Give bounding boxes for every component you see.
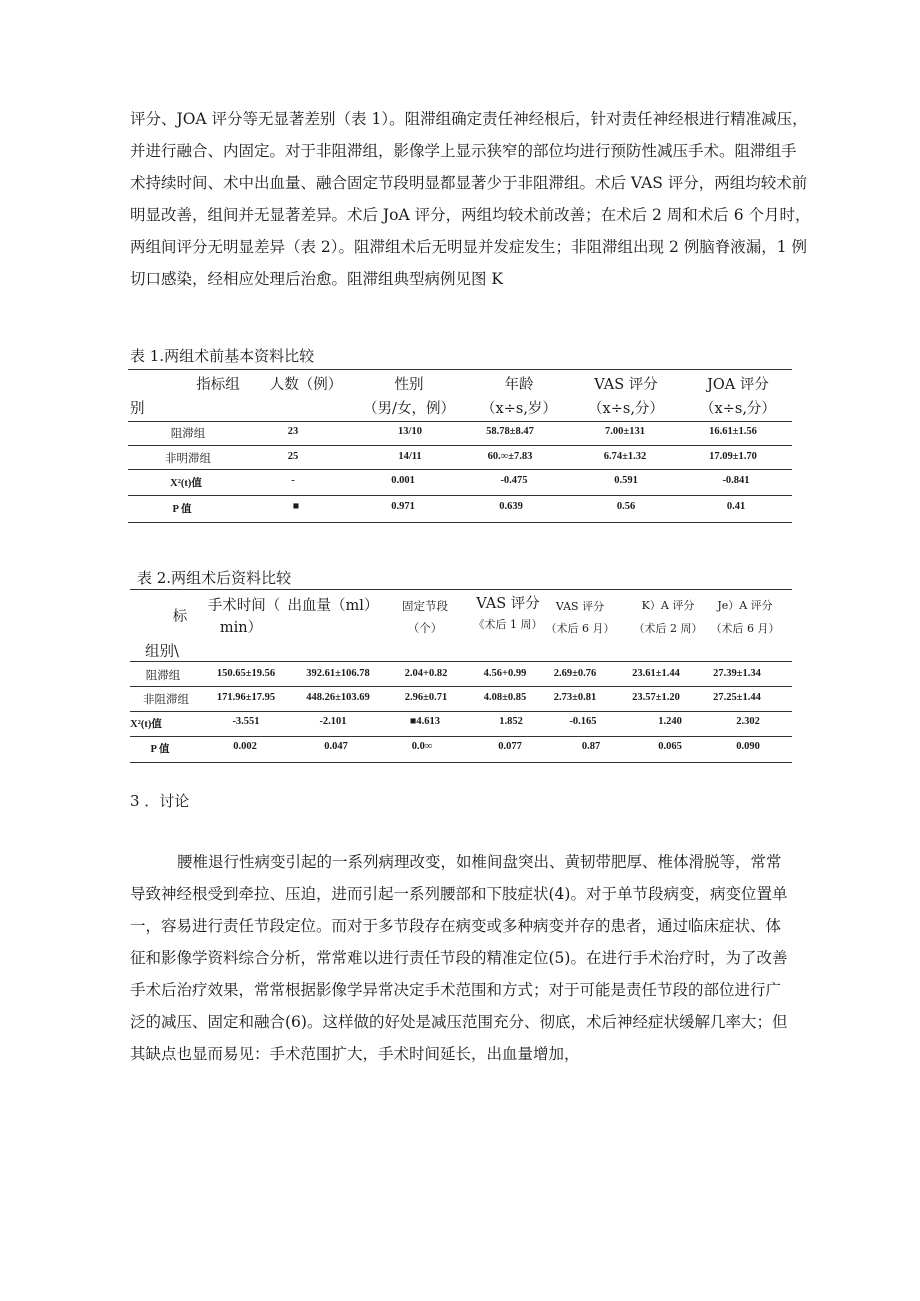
t2-row-rule (130, 736, 792, 737)
t2-header-corner: 标 (172, 609, 188, 625)
t2-cell: -0.165 (569, 716, 597, 727)
t2-row-rule (130, 711, 792, 712)
table-1-header-rule (128, 421, 792, 422)
t1-cell: -0.841 (722, 475, 750, 486)
t1-cell: 60.∞±7.83 (487, 451, 533, 462)
t2-cell: 2.96±0.71 (404, 692, 448, 703)
t1-cell: 23 (287, 426, 299, 437)
t1-header-sex: 性别 (394, 377, 424, 393)
t2-cell: 1.852 (499, 716, 523, 727)
t1-cell: 0.971 (391, 501, 415, 512)
t1-cell: 0.639 (499, 501, 523, 512)
t1-cell: 14/11 (398, 451, 422, 462)
t2-cell: 4.56+0.99 (483, 668, 527, 679)
t2-header-vas6: VAS 评分 (555, 600, 605, 613)
t2-cell: 2.302 (736, 716, 760, 727)
t1-row-label: 非明滞组 (165, 451, 211, 465)
t2-row-label: 阻滞组 (145, 668, 181, 682)
t1-cell: 7.00±131 (605, 426, 645, 437)
text-line: 导致神经根受到牵拉、压迫，进而引起一系列腰部和下肢症状(4)。对于单节段病变，病变位置单 (130, 885, 788, 903)
t1-cell: 13/10 (398, 426, 422, 437)
t2-row-label: 非阻滞组 (143, 692, 189, 706)
t2-cell: 23.57±1.20 (632, 692, 680, 703)
t1-header-age: 年龄 (504, 377, 534, 393)
t2-header-time-unit: min） (219, 620, 263, 636)
t2-cell: 27.25±1.44 (713, 692, 761, 703)
t2-cell: 150.65±19.56 (216, 668, 276, 679)
table-1-top-rule (128, 369, 792, 370)
t1-header-vas-unit: （x÷s,分） (588, 401, 664, 417)
t2-cell: 2.73±0.81 (553, 692, 597, 703)
table-2-top-rule (130, 589, 792, 590)
t1-row-rule (128, 469, 792, 470)
t2-cell: 0.0∞ (411, 741, 433, 752)
t2-header-joa2: K）A 评分 (641, 599, 695, 612)
t2-cell: 392.61±106.78 (306, 668, 370, 679)
t1-cell: 16.61±1.56 (709, 426, 757, 437)
text-line: 泛的减压、固定和融合(6)。这样做的好处是减压范围充分、彻底，术后神经症状缓解几率大；但 (130, 1013, 788, 1031)
section-heading: 3 ．讨论 (130, 792, 190, 810)
text-line: 一，容易进行责任节段定位。而对于多节段存在病变或多种病变并存的患者，通过临床症状、体 (130, 917, 782, 935)
t1-cell: 6.74±1.32 (603, 451, 647, 462)
t1-header-joa: JOA 评分 (707, 377, 769, 393)
t2-cell: 0.065 (658, 741, 682, 752)
t1-cell: -0.475 (500, 475, 528, 486)
t2-cell: 4.08±0.85 (483, 692, 527, 703)
t1-cell: ■ (292, 501, 300, 512)
table-1-caption: 表 1.两组术前基本资料比较 (130, 347, 315, 365)
t2-cell: 0.002 (233, 741, 257, 752)
table-2-caption: 表 2.两组术后资料比较 (137, 569, 292, 587)
t1-header-vas: VAS 评分 (594, 377, 658, 393)
text-line: 术持续时间、术中出血量、融合固定节段明显都显著少于非阻滞组。术后 VAS 评分，两组均较术前 (130, 174, 808, 192)
table-2-bottom-rule (130, 762, 792, 763)
t1-row-label: 阻滞组 (170, 426, 206, 440)
text-line: 明显改善，组间并无显著差异。术后 JoA 评分，两组均较术前改善；在术后 2 周和术后 6 个月时， (130, 206, 811, 224)
table-2-header-rule (130, 661, 792, 662)
t2-cell: 0.047 (324, 741, 348, 752)
t2-header-seg-unit: （个） (407, 621, 443, 635)
t1-header-group: 指标组 (196, 377, 240, 393)
t2-header-joa6-unit: （术后 6 月） (710, 622, 780, 635)
results-paragraph (130, 103, 810, 295)
t1-row-label: X²(t)值 (170, 478, 202, 489)
t1-cell: 0.001 (391, 475, 415, 486)
t2-cell: 23.61±1.44 (632, 668, 680, 679)
t2-header-blood: 出血量（ml） (287, 598, 379, 614)
t1-header-sex-unit: （男/女，例） (363, 401, 455, 417)
t2-cell: 2.69±0.76 (553, 668, 597, 679)
t1-header-count: 人数（例） (269, 377, 343, 393)
t1-cell: 58.78±8.47 (486, 426, 534, 437)
t2-cell: 2.04+0.82 (404, 668, 448, 679)
t1-row-rule (128, 445, 792, 446)
text-line: 其缺点也显而易见：手术范围扩大，手术时间延长，出血量增加， (130, 1045, 580, 1063)
text-line: 腰椎退行性病变引起的一系列病理改变，如椎间盘突出、黄韧带肥厚、椎体滑脱等，常常 (177, 853, 782, 871)
t2-row-label: P 值 (150, 744, 170, 755)
t1-cell: 0.591 (614, 475, 638, 486)
t1-row-label: P 值 (172, 504, 192, 515)
t1-cell: 25 (287, 451, 299, 462)
text-line: 手术后治疗效果，常常根据影像学异常决定手术范围和方式；对于可能是责任节段的部位进行广 (130, 981, 782, 999)
t2-cell: -3.551 (232, 716, 260, 727)
t2-cell: 171.96±17.95 (216, 692, 276, 703)
t1-header-age-unit: （x÷s,岁） (481, 401, 557, 417)
t2-header-time: 手术时间（ (207, 598, 281, 614)
t2-cell: -2.101 (319, 716, 347, 727)
t2-cell: ■4.613 (410, 716, 440, 727)
t1-header-joa-unit: （x÷s,分） (700, 401, 776, 417)
t2-header-joa2-unit: （术后 2 周） (633, 622, 703, 635)
text-line: 征和影像学资料综合分析，常常难以进行责任节段的精准定位(5)。在进行手术治疗时，为了改善 (130, 949, 788, 967)
t2-cell: 448.26±103.69 (306, 692, 370, 703)
text-line: 切口感染，经相应处理后治愈。阻滞组典型病例见图 K (130, 270, 504, 288)
t1-cell: - (291, 475, 295, 486)
discussion-paragraph (130, 846, 810, 1070)
t1-cell: 0.56 (616, 501, 636, 512)
t2-cell: 0.077 (498, 741, 522, 752)
t2-header-vas6-unit: （术后 6 月） (545, 622, 615, 635)
t2-header-joa6: Je）A 评分 (717, 599, 773, 612)
t2-header-seg: 固定节段 (402, 599, 448, 613)
t1-cell: 0.41 (726, 501, 746, 512)
t1-header-group-b: 别 (130, 401, 145, 417)
t2-row-label: X²(t)值 (130, 719, 162, 730)
t2-header-vas1-unit: 《术后 1 周） (473, 618, 543, 631)
text-line: 评分、JOA 评分等无显著差别（表 1）。阻滞组确定责任神经根后，针对责任神经根进行精准减压， (130, 110, 808, 128)
t2-header-vas1: VAS 评分 (476, 596, 540, 612)
t2-header-corner-b: 组别\ (145, 644, 179, 660)
t2-cell: 0.090 (736, 741, 760, 752)
t2-cell: 1.240 (658, 716, 682, 727)
t2-cell: 27.39±1.34 (713, 668, 761, 679)
t2-cell: 0.87 (581, 741, 601, 752)
text-line: 两组间评分无明显差异（表 2）。阻滞组术后无明显并发症发生；非阻滞组出现 2 例脑脊液漏，1 例 (130, 238, 808, 256)
table-1-bottom-rule (128, 522, 792, 523)
text-line: 并进行融合、内固定。对于非阻滞组，影像学上显示狭窄的部位均进行预防性减压手术。阻滞组手 (130, 142, 797, 160)
t2-row-rule (130, 686, 792, 687)
t1-cell: 17.09±1.70 (709, 451, 757, 462)
t1-row-rule (128, 495, 792, 496)
